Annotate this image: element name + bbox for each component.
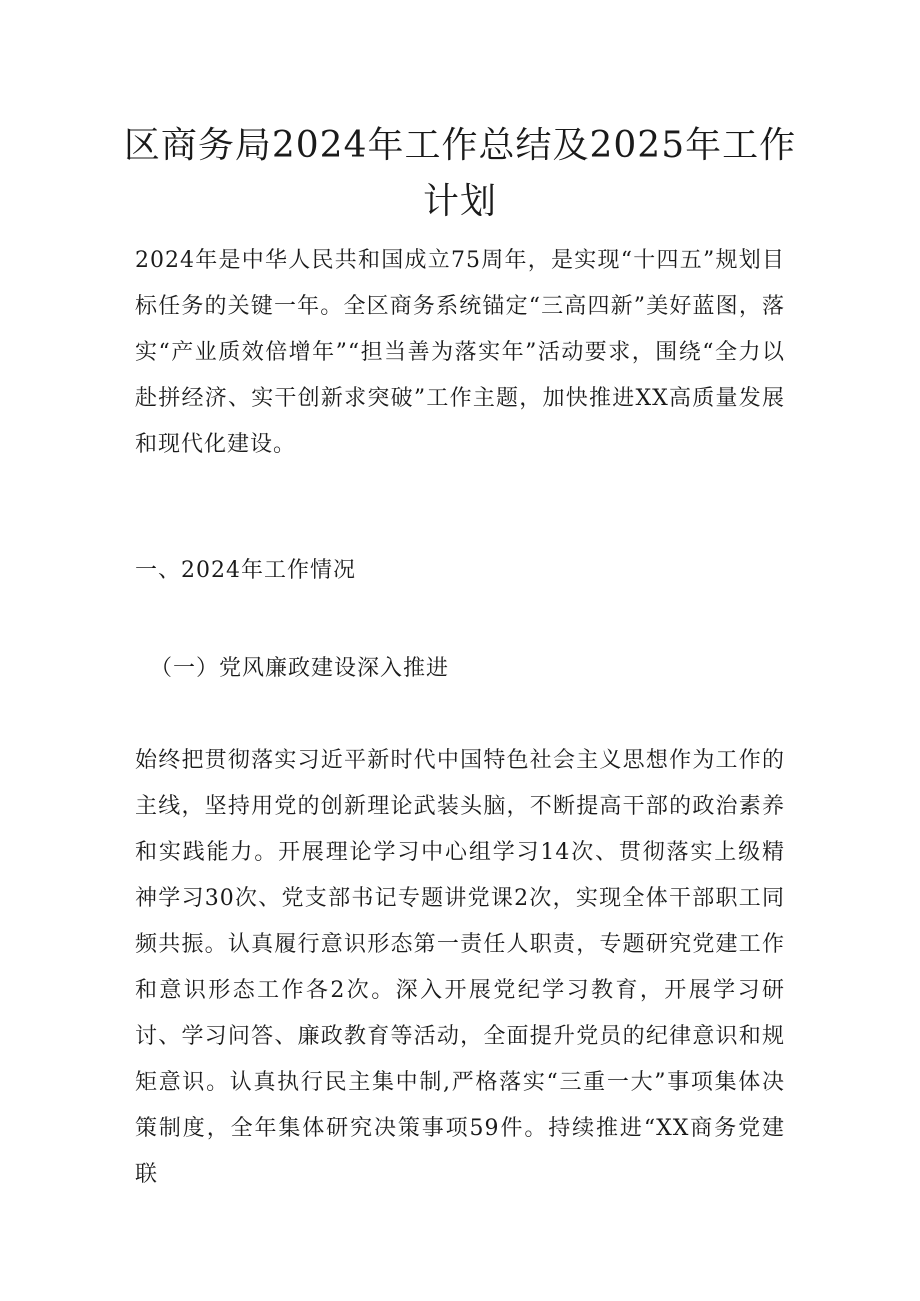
section-heading-1: 一、2024年工作情况: [135, 558, 356, 583]
subsection-heading-1: （一）党风廉政建设深入推进: [150, 656, 450, 681]
intro-paragraph: 2024年是中华人民共和国成立75周年，是实现“十四五”规划目标任务的关键一年。全区商务系统锚定“三高四新”美好蓝图，落实“产业质效倍增年”“担当善为落实年”活动要求，围绕“全力以赴拼经济、实干创新求突破”工作主题，加快推进XX高质量发展和现代化建设。: [135, 248, 785, 457]
document-title: 区商务局2024年工作总结及2025年工作计划: [123, 125, 797, 222]
body-paragraph-1: 始终把贯彻落实习近平新时代中国特色社会主义思想作为工作的主线，坚持用党的创新理论武装头脑，不断提高干部的政治素养和实践能力。开展理论学习中心组学习14次、贯彻落实上级精神学习30次、党支部书记专题讲党课2次，实现全体干部职工同频共振。认真履行意识形态第一责任人职责，专题研究党建工作和意识形态工作各2次。深入开展党纪学习教育，开展学习研讨、学习问答、廉政教育等活动，全面提升党员的纪律意识和规矩意识。认真执行民主集中制,严格落实“三重一大”事项集体决策制度，全年集体研究决策事项59件。持续推进“XX商务党建联: [135, 748, 785, 1187]
